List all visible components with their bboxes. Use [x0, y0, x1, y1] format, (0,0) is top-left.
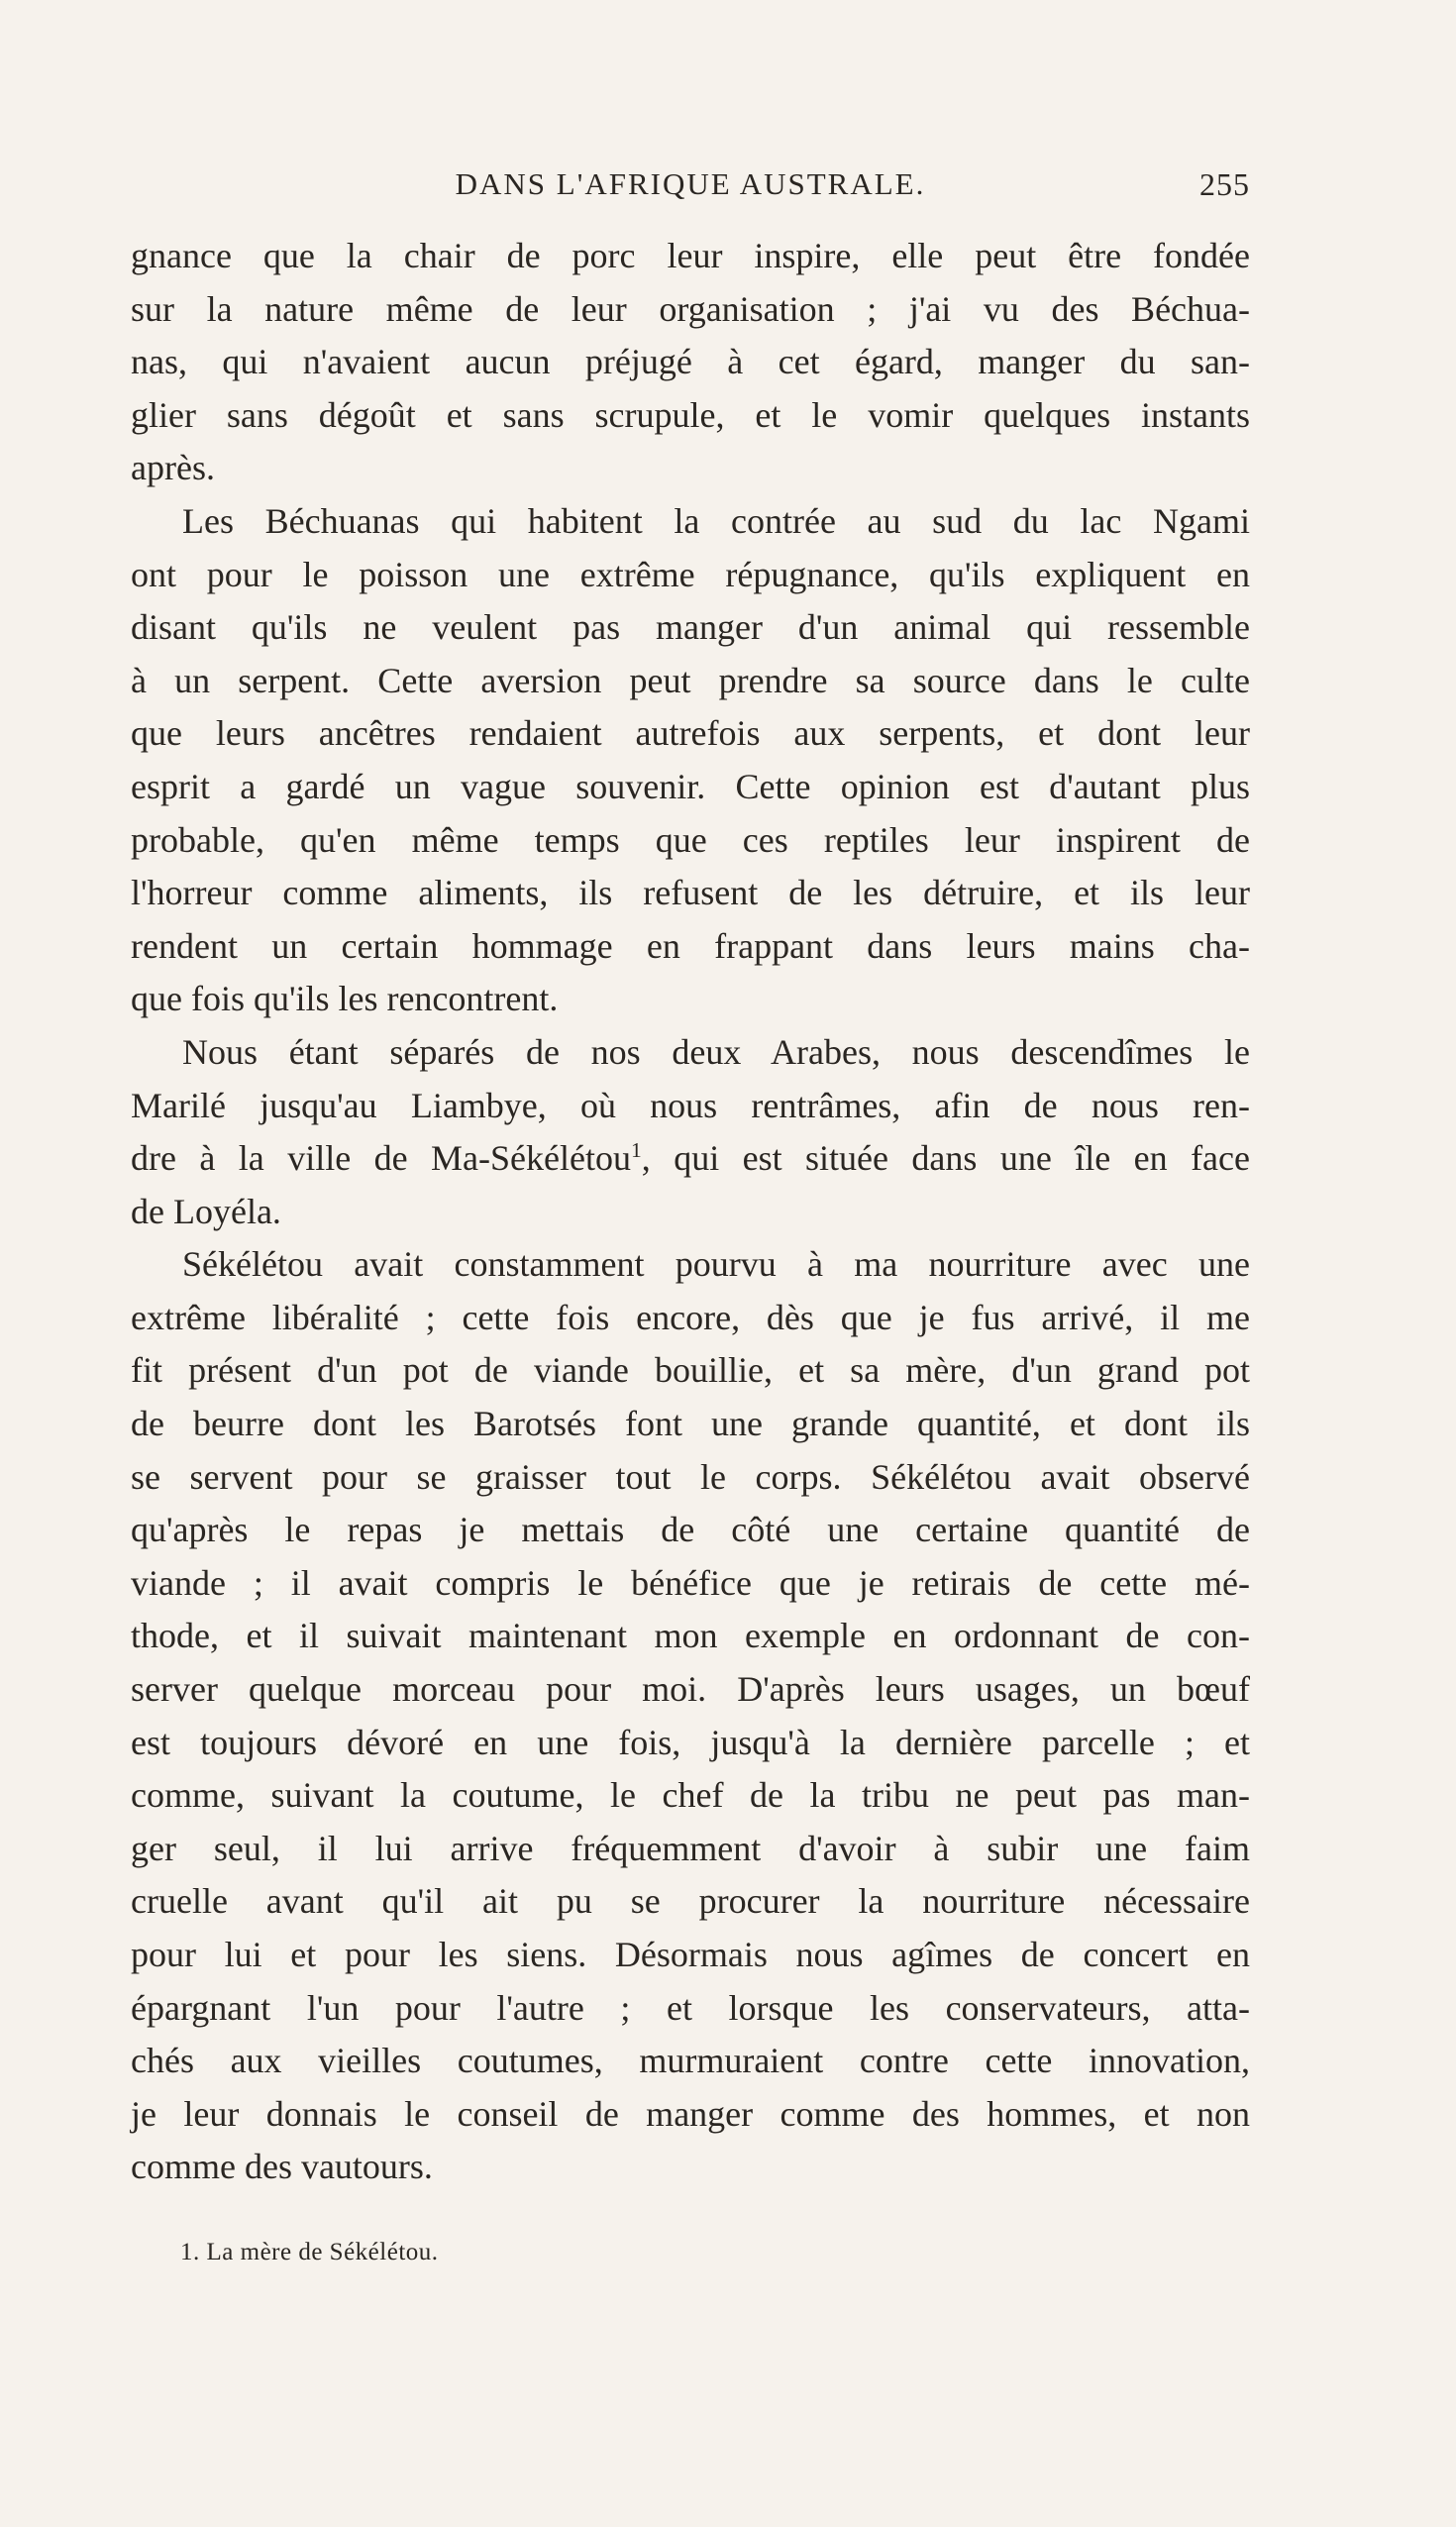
text-line: qu'après le repas je mettais de côté une certaine quantité de [131, 1510, 1250, 1550]
text-line: cruelle avant qu'il ait pu se procurer la nourriture nécessaire [131, 1881, 1250, 1922]
text-line: ont pour le poisson une extrême répugnance, qu'ils expliquent en [131, 554, 1250, 594]
text-line: thode, et il suivait maintenant mon exemple en ordonnant de con- [131, 1616, 1250, 1656]
text-line: Marilé jusqu'au Liambye, où nous rentrâmes, afin de nous ren- [131, 1085, 1250, 1125]
text-line: fit présent d'un pot de viande bouillie, et sa mère, d'un grand pot [131, 1350, 1250, 1391]
paragraph-2 [131, 495, 1250, 1026]
text-line: esprit a gardé un vague souvenir. Cette opinion est d'autant plus [131, 766, 1250, 806]
text-line: Nous étant séparés de nos deux Arabes, nous descendîmes le [182, 1031, 1250, 1072]
text-line: chés aux vieilles coutumes, murmuraient contre cette innovation, [131, 2041, 1250, 2081]
page-number: 255 [1199, 166, 1250, 202]
text-line: probable, qu'en même temps que ces reptiles leur inspirent de [131, 819, 1250, 860]
text-line: comme des vautours. [131, 2147, 433, 2187]
text-line: Les Béchuanas qui habitent la contrée au sud du lac Ngami [182, 500, 1250, 541]
text-line: glier sans dégoût et sans scrupule, et le vomir quelques instants [131, 394, 1250, 435]
text-line: pour lui et pour les siens. Désormais nous agîmes de concert en [131, 1935, 1250, 1974]
text-line: se servent pour se graisser tout le corps. Sékélétou avait observé [131, 1456, 1250, 1497]
text-line: l'horreur comme aliments, ils refusent de les détruire, et ils leur [131, 873, 1250, 913]
line-text: , qui est située dans une île en face [641, 1138, 1250, 1179]
line-text: dre à la ville de Ma-Sékélétou [131, 1138, 631, 1179]
paragraph-3 [131, 1026, 1250, 1238]
text-line: sur la nature même de leur organisation ; j'ai vu des Béchua- [131, 288, 1250, 329]
text-line: disant qu'ils ne veulent pas manger d'un animal qui ressemble [131, 607, 1250, 648]
text-line: est toujours dévoré en une fois, jusqu'à la dernière parcelle ; et [131, 1722, 1250, 1762]
text-line [131, 1132, 1250, 1186]
paragraph-1 [131, 230, 1250, 495]
text-line: que fois qu'ils les rencontrent. [131, 979, 559, 1019]
footnote-ref: 1 [630, 1138, 642, 1163]
text-line: extrême libéralité ; cette fois encore, dès que je fus arrivé, il me [131, 1297, 1250, 1337]
text-line: de Loyéla. [131, 1191, 281, 1231]
text-line: rendent un certain hommage en frappant dans leurs mains cha- [131, 925, 1250, 966]
text-line: comme, suivant la coutume, le chef de la tribu ne peut pas man- [131, 1775, 1250, 1816]
text-line: épargnant l'un pour l'autre ; et lorsque les conservateurs, atta- [131, 1987, 1250, 2028]
text-line: à un serpent. Cette aversion peut prendre sa source dans le culte [131, 660, 1250, 700]
text-line: que leurs ancêtres rendaient autrefois aux serpents, et dont leur [131, 713, 1250, 754]
text-line: de beurre dont les Barotsés font une grande quantité, et dont ils [131, 1404, 1250, 1444]
body-text [131, 230, 1250, 2194]
running-header [131, 166, 1250, 216]
text-line: après. [131, 448, 215, 488]
text-line: viande ; il avait compris le bénéfice que je retirais de cette mé- [131, 1562, 1250, 1603]
footnote: 1. La mère de Sékélétou. [180, 2239, 439, 2265]
paragraph-4 [131, 1238, 1250, 2194]
text-line: je leur donnais le conseil de manger comme des hommes, et non [131, 2093, 1250, 2134]
text-line: Sékélétou avait constamment pourvu à ma nourriture avec une [182, 1244, 1250, 1285]
text-line: nas, qui n'avaient aucun préjugé à cet égard, manger du san- [131, 342, 1250, 382]
text-line: ger seul, il lui arrive fréquemment d'avoir à subir une faim [131, 1828, 1250, 1868]
text-line: server quelque morceau pour moi. D'après leurs usages, un bœuf [131, 1669, 1250, 1710]
running-title: DANS L'AFRIQUE AUSTRALE. [455, 166, 926, 201]
text-line: gnance que la chair de porc leur inspire, elle peut être fondée [131, 236, 1250, 275]
